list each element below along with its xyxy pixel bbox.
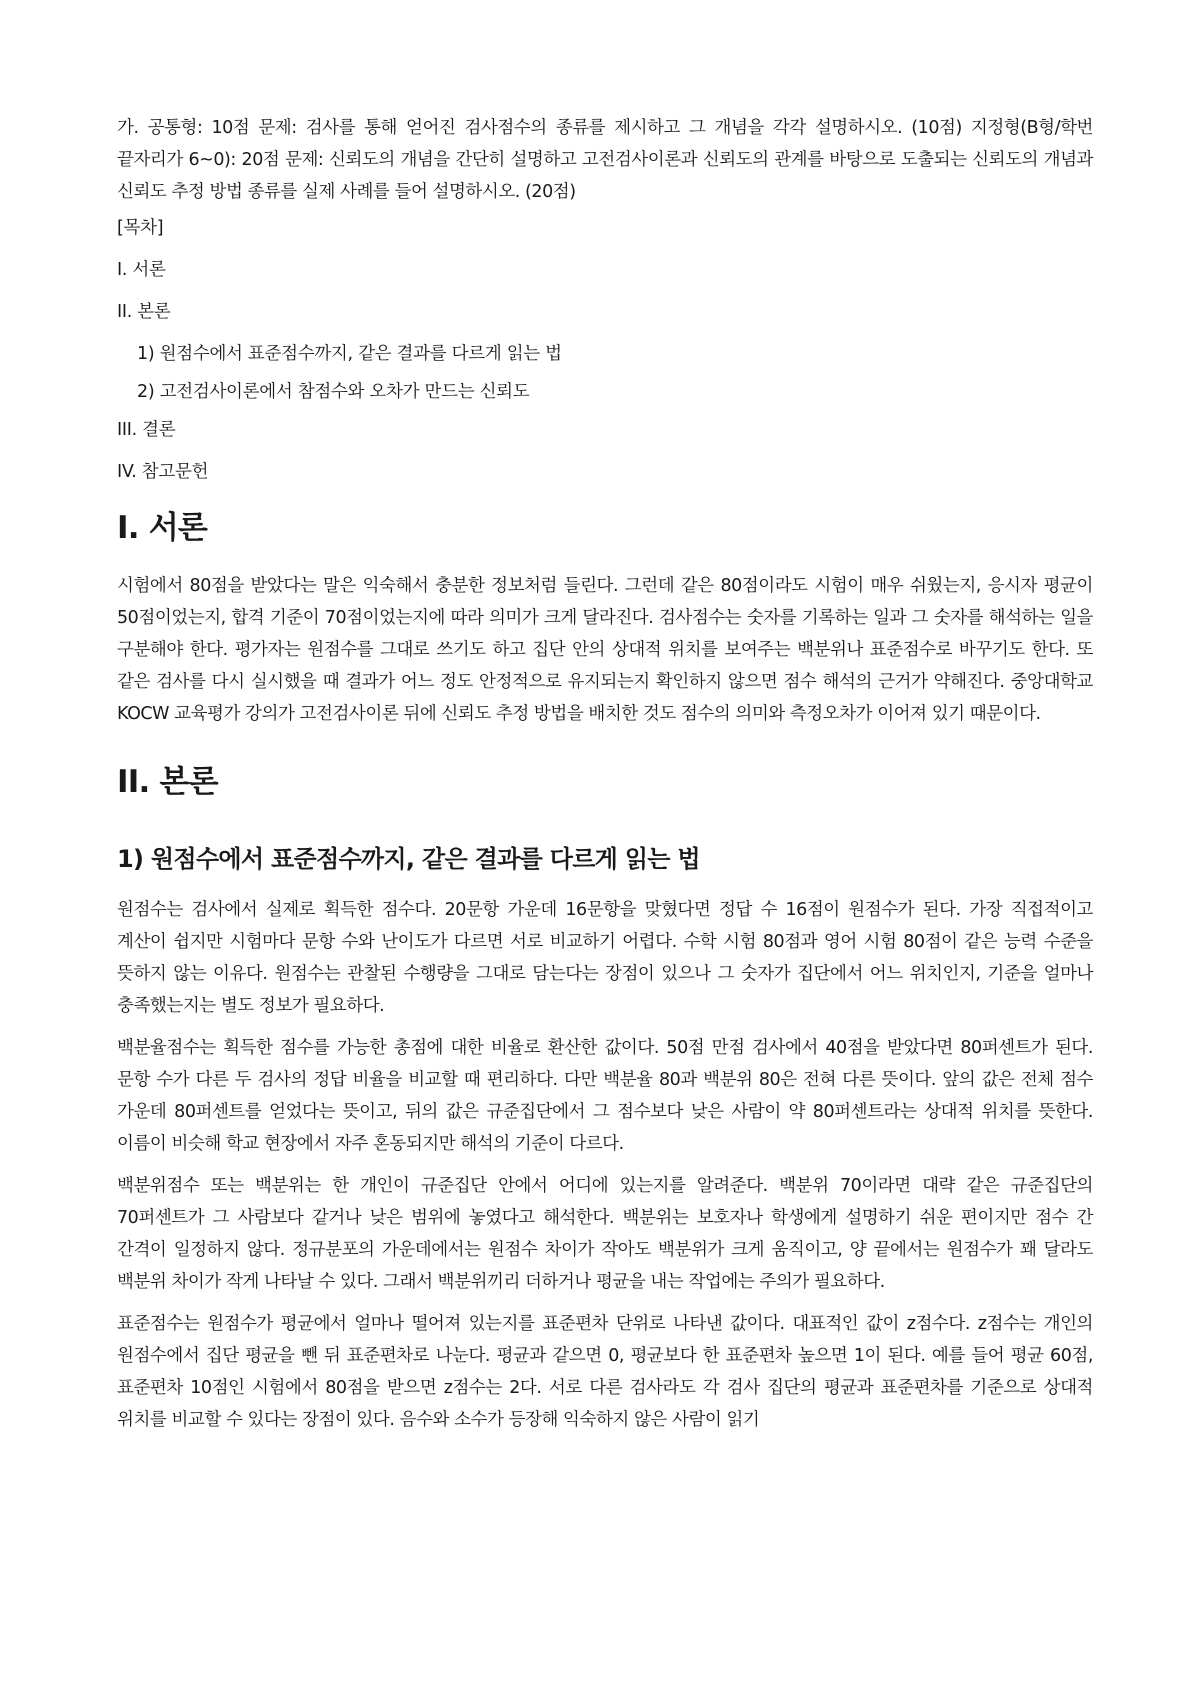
toc-item-body: II. 본론 <box>117 302 171 322</box>
body-sub1-heading: 1) 원점수에서 표준점수까지, 같은 결과를 다르게 읽는 법 <box>117 845 700 873</box>
document-page <box>117 112 1093 1446</box>
toc-item-conclusion: III. 결론 <box>117 420 176 440</box>
body-paragraph-raw-score: 원점수는 검사에서 실제로 획득한 점수다. 20문항 가운데 16문항을 맞혔다면 정답 수 16점이 원점수가 된다. 가장 직접적이고 계산이 쉽지만 시험마다 문항 수와 난이도가 다르면 서로 비교하기 어렵다. 수학 시험 80점과 영어 시험 80점이 같은 능력 수준을 뜻하지 않는 이유다. 원점수는 관찰된 수행량을 그대로 담는다는 장점이 있으나 그 숫자가 집단에서 어느 위치인지, 기준을 얼마나 충족했는지는 별도 정보가 필요하다. <box>117 900 1093 1016</box>
body-paragraph-percentage-score: 백분율점수는 획득한 점수를 가능한 총점에 대한 비율로 환산한 값이다. 50점 만점 검사에서 40점을 받았다면 80퍼센트가 된다. 문항 수가 다른 두 검사의 정답 비율을 비교할 때 편리하다. 다만 백분율 80과 백분위 80은 전혀 다른 뜻이다. 앞의 값은 전체 점수 가운데 80퍼센트를 얻었다는 뜻이고, 뒤의 값은 규준집단에서 그 점수보다 낮은 사람이 약 80퍼센트라는 상대적 위치를 뜻한다. 이름이 비슷해 학교 현장에서 자주 혼동되지만 해석의 기준이 다르다. <box>117 1038 1093 1154</box>
toc-heading: [목차] <box>117 218 164 238</box>
toc-item-body-sub2: 2) 고전검사이론에서 참점수와 오차가 만드는 신뢰도 <box>137 382 530 402</box>
intro-paragraph: 시험에서 80점을 받았다는 말은 익숙해서 충분한 정보처럼 들린다. 그런데 같은 80점이라도 시험이 매우 쉬웠는지, 응시자 평균이 50점이었는지, 합격 기준이 70점이었는지에 따라 의미가 크게 달라진다. 검사점수는 숫자를 기록하는 일과 그 숫자를 해석하는 일을 구분해야 한다. 평가자는 원점수를 그대로 쓰기도 하고 집단 안의 상대적 위치를 보여주는 백분위나 표준점수로 바꾸기도 한다. 또 같은 검사를 다시 실시했을 때 결과가 어느 정도 안정적으로 유지되는지 확인하지 않으면 점수 해석의 근거가 약해진다. 중앙대학교 KOCW 교육평가 강의가 고전검사이론 뒤에 신뢰도 추정 방법을 배치한 것도 점수의 의미와 측정오차가 이어져 있기 때문이다. <box>117 576 1093 724</box>
toc-item-references: IV. 참고문헌 <box>117 462 209 482</box>
body-heading: II. 본론 <box>117 764 218 800</box>
body-paragraph-percentile: 백분위점수 또는 백분위는 한 개인이 규준집단 안에서 어디에 있는지를 알려준다. 백분위 70이라면 대략 같은 규준집단의 70퍼센트가 그 사람보다 같거나 낮은 범위에 놓였다고 해석한다. 백분위는 보호자나 학생에게 설명하기 쉬운 편이지만 점수 간 간격이 일정하지 않다. 정규분포의 가운데에서는 원점수 차이가 작아도 백분위가 크게 움직이고, 양 끝에서는 원점수가 꽤 달라도 백분위 차이가 작게 나타날 수 있다. 그래서 백분위끼리 더하거나 평균을 내는 작업에는 주의가 필요하다. <box>117 1176 1093 1292</box>
toc-item-intro: I. 서론 <box>117 260 166 280</box>
toc-item-body-sub1: 1) 원점수에서 표준점수까지, 같은 결과를 다르게 읽는 법 <box>137 344 562 364</box>
assignment-prompt: 가. 공통형: 10점 문제: 검사를 통해 얻어진 검사점수의 종류를 제시하고 그 개념을 각각 설명하시오. (10점) 지정형(B형/학번 끝자리가 6~0): 20점 문제: 신뢰도의 개념을 간단히 설명하고 고전검사이론과 신뢰도의 관계를 바탕으로 도출되는 신뢰도의 개념과 신뢰도 추정 방법 종류를 실제 사례를 들어 설명하시오. (20점) <box>117 118 1093 202</box>
intro-heading: I. 서론 <box>117 510 207 546</box>
body-paragraph-standard-score: 표준점수는 원점수가 평균에서 얼마나 떨어져 있는지를 표준편차 단위로 나타낸 값이다. 대표적인 값이 z점수다. z점수는 개인의 원점수에서 집단 평균을 뺀 뒤 표준편차로 나눈다. 평균과 같으면 0, 평균보다 한 표준편차 높으면 1이 된다. 예를 들어 평균 60점, 표준편차 10점인 시험에서 80점을 받으면 z점수는 2다. 서로 다른 검사라도 각 검사 집단의 평균과 표준편차를 기준으로 상대적 위치를 비교할 수 있다는 장점이 있다. 음수와 소수가 등장해 익숙하지 않은 사람이 읽기 <box>117 1314 1093 1430</box>
